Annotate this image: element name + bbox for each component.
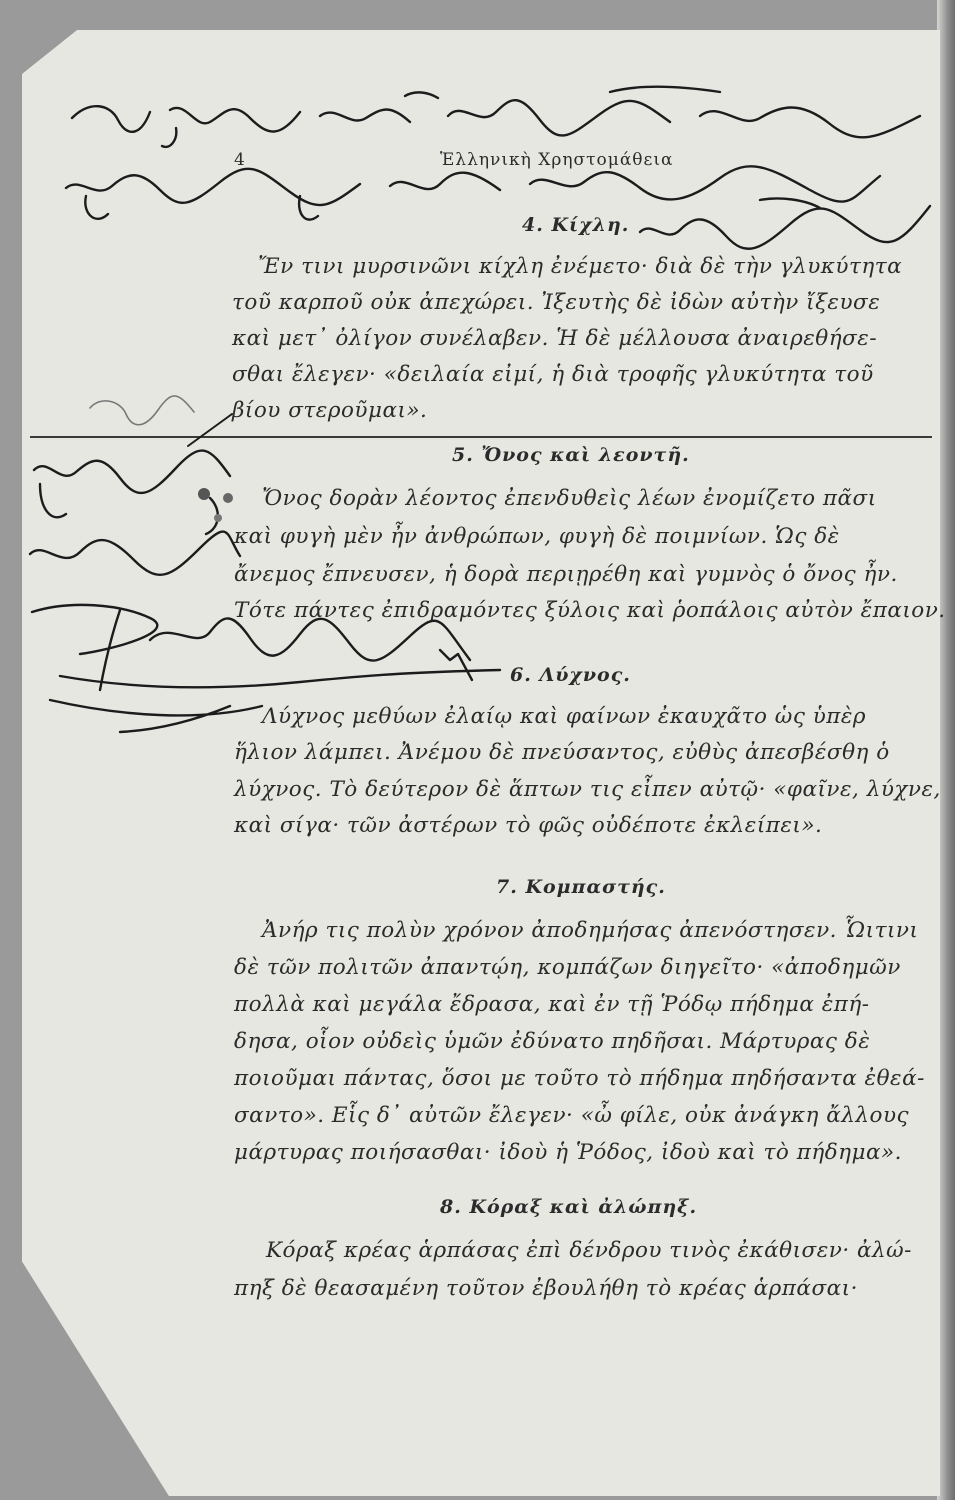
page-number: 4 <box>234 150 246 170</box>
section-6-line-3: λύχνος. Τὸ δεύτερον δὲ ἅπτων τις εἶπεν αὐτῷ· «φαῖνε, λύχνε, <box>234 777 941 802</box>
section-7-line-3: πολλὰ καὶ μεγάλα ἔδρασα, καὶ ἐν τῇ Ῥόδῳ πήδημα ἐπή- <box>234 992 870 1017</box>
section-7-line-4: δησα, οἷον οὐδεὶς ὑμῶν ἐδύνατο πηδῆσαι. Μάρτυρας δὲ <box>234 1029 871 1054</box>
running-head: Ἑλληνικὴ Χρηστομάθεια <box>440 150 674 170</box>
section-7-line-2: δὲ τῶν πολιτῶν ἀπαντῴη, κομπάζων διηγεῖτο· «ἀποδημῶν <box>234 955 901 980</box>
section-7-line-6: σαντο». Εἷς δ᾽ αὐτῶν ἔλεγεν· «ὦ φίλε, οὐκ ἀνάγκη ἄλλους <box>234 1103 910 1128</box>
section-7-line-7: μάρτυρας ποιήσασθαι· ἰδοὺ ἡ Ῥόδος, ἰδοὺ καὶ τὸ πήδημα». <box>234 1140 903 1165</box>
section-8-line-2: πηξ δὲ θεασαμένη τοῦτον ἐβουλήθη τὸ κρέας ἁρπάσαι· <box>234 1276 858 1301</box>
section-4-heading: 4. Κίχλη. <box>522 214 630 236</box>
section-4-line-2: τοῦ καρποῦ οὐκ ἀπεχώρει. Ἰξευτὴς δὲ ἰδὼν αὐτὴν ἴξευσε <box>232 290 881 315</box>
section-7-line-1: Ἀνήρ τις πολὺν χρόνον ἀποδημήσας ἀπενόστησεν. Ὧιτινι <box>262 918 919 943</box>
section-5-line-3: ἄνεμος ἔπνευσεν, ἡ δορὰ περιῃρέθη καὶ γυμνὸς ὁ ὄνος ἦν. <box>234 562 898 587</box>
horizontal-rule <box>30 436 932 438</box>
section-5-line-4: Τότε πάντες ἐπιδραμόντες ξύλοις καὶ ῥοπάλοις αὐτὸν ἔπαιον. <box>234 598 946 623</box>
section-7-heading: 7. Κομπαστής. <box>496 876 666 898</box>
section-6-line-1: Λύχνος μεθύων ἐλαίῳ καὶ φαίνων ἐκαυχᾶτο ὡς ὑπὲρ <box>262 704 867 729</box>
section-8-line-1: Κόραξ κρέας ἁρπάσας ἐπὶ δένδρου τινὸς ἐκάθισεν· ἀλώ- <box>266 1238 912 1263</box>
section-6-heading: 6. Λύχνος. <box>510 664 631 686</box>
section-5-line-1: Ὄνος δορὰν λέοντος ἐπενδυθεὶς λέων ἐνομίζετο πᾶσι <box>262 486 877 511</box>
section-4-line-5: βίου στεροῦμαι». <box>232 398 428 423</box>
section-5-heading: 5. Ὄνος καὶ λεοντῆ. <box>452 444 690 466</box>
section-4-line-3: καὶ μετ᾽ ὀλίγον συνέλαβεν. Ἡ δὲ μέλλουσα ἀναιρεθήσε- <box>232 326 878 351</box>
section-4-line-1: Ἔν τινι μυρσινῶνι κίχλη ἐνέμετο· διὰ δὲ τὴν γλυκύτητα <box>258 254 903 279</box>
section-6-line-4: καὶ σίγα· τῶν ἀστέρων τὸ φῶς οὐδέποτε ἐκλείπει». <box>234 813 823 838</box>
section-7-line-5: ποιοῦμαι πάντας, ὅσοι με τοῦτο τὸ πήδημα πηδήσαντα ἐθεά- <box>234 1066 925 1091</box>
section-8-heading: 8. Κόραξ καὶ ἀλώπηξ. <box>440 1196 698 1218</box>
section-4-line-4: σθαι ἔλεγεν· «δειλαία εἰμί, ἡ διὰ τροφῆς γλυκύτητα τοῦ <box>232 362 874 387</box>
section-5-line-2: καὶ φυγὴ μὲν ἦν ἀνθρώπων, φυγὴ δὲ ποιμνίων. Ὡς δὲ <box>234 524 840 549</box>
section-6-line-2: ἥλιον λάμπει. Ἀνέμου δὲ πνεύσαντος, εὐθὺς ἀπεσβέσθη ὁ <box>234 740 890 765</box>
